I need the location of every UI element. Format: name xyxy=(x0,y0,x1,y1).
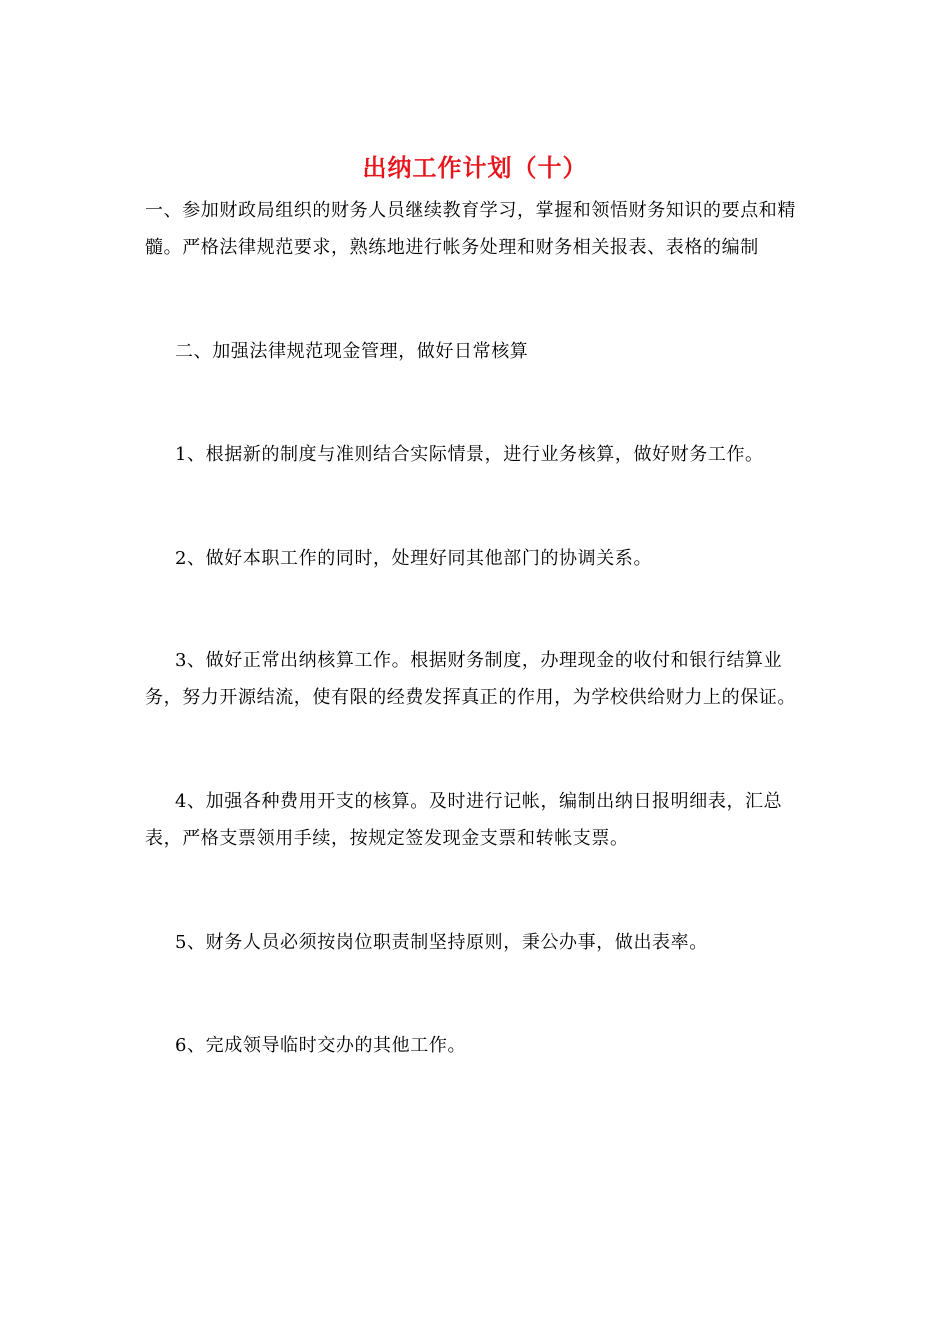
document-title: 出纳工作计划（十） xyxy=(362,153,588,182)
paragraph-3: 1、根据新的制度与准则结合实际情景，进行业务核算，做好财务工作。 xyxy=(175,444,764,465)
paragraph-2: 二、加强法律规范现金管理，做好日常核算 xyxy=(175,341,529,362)
paragraph-5: 3、做好正常出纳核算工作。根据财务制度，办理现金的收付和银行结算业务，努力开源结流，使有限的经费发挥真正的作用，为学校供给财力上的保证。 xyxy=(145,650,796,708)
paragraph-1: 一、参加财政局组织的财务人员继续教育学习，掌握和领悟财务知识的要点和精髓。严格法律规范要求，熟练地进行帐务处理和财务相关报表、表格的编制 xyxy=(145,200,796,258)
paragraph-8: 6、完成领导临时交办的其他工作。 xyxy=(175,1035,467,1056)
paragraph-4: 2、做好本职工作的同时，处理好同其他部门的协调关系。 xyxy=(175,548,653,569)
paragraph-6: 4、加强各种费用开支的核算。及时进行记帐，编制出纳日报明细表，汇总表，严格支票领用手续，按规定签发现金支票和转帐支票。 xyxy=(145,791,783,849)
paragraph-7: 5、财务人员必须按岗位职责制坚持原则，秉公办事，做出表率。 xyxy=(175,932,708,953)
